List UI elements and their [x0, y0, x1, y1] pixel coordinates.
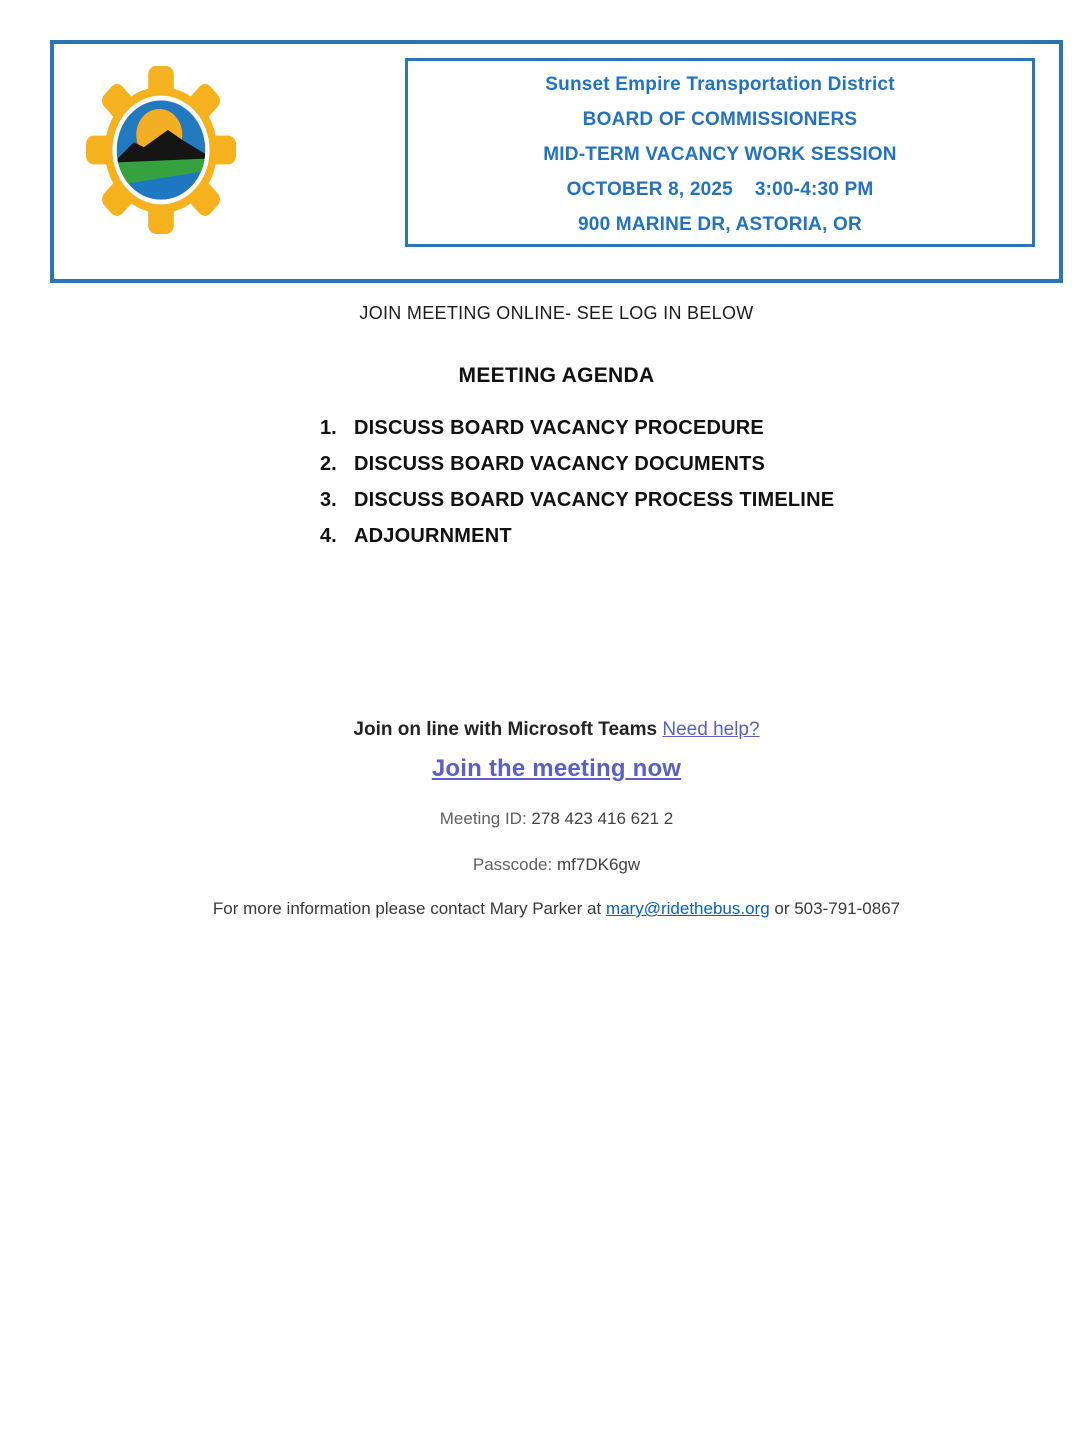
agenda-item-number: 4. [320, 524, 337, 547]
header-box [50, 40, 1063, 283]
agenda-item-label: DISCUSS BOARD VACANCY DOCUMENTS [354, 452, 766, 475]
agenda-title: MEETING AGENDA [458, 364, 655, 387]
board-name: BOARD OF COMMISSIONERS [582, 109, 858, 130]
agenda-item-number: 2. [320, 452, 337, 475]
agenda-item-number: 1. [320, 416, 337, 439]
agenda-list [50, 410, 1063, 554]
teams-join-section [50, 719, 1063, 919]
agenda-item [320, 446, 1063, 482]
session-datetime: OCTOBER 8, 2025 3:00-4:30 PM [566, 179, 874, 200]
agenda-item-label: ADJOURNMENT [354, 524, 512, 547]
sunset-empire-gear-logo-icon [86, 66, 236, 234]
session-name: MID-TERM VACANCY WORK SESSION [543, 144, 897, 165]
agenda-item [320, 482, 1063, 518]
document-page [0, 40, 1088, 919]
contact-email-link[interactable]: mary@ridethebus.org [605, 899, 770, 918]
contact-prefix: For more information please contact Mary Parker at [212, 899, 602, 918]
agenda-item [320, 518, 1063, 554]
agenda-item-label: DISCUSS BOARD VACANCY PROCEDURE [354, 416, 764, 439]
join-online-notice: JOIN MEETING ONLINE- SEE LOG IN BELOW [359, 303, 754, 323]
header-title-box [405, 58, 1035, 247]
meeting-id-label: Meeting ID: [439, 809, 527, 828]
teams-join-prefix: Join on line with Microsoft Teams [353, 719, 658, 740]
teams-join-heading [50, 719, 1063, 741]
meeting-id-value: 278 423 416 621 2 [531, 809, 674, 828]
passcode-line [50, 855, 1063, 875]
session-location: 900 MARINE DR, ASTORIA, OR [578, 214, 862, 235]
contact-suffix: or 503-791-0867 [774, 899, 901, 918]
join-meeting-line [50, 755, 1063, 783]
agenda-item-label: DISCUSS BOARD VACANCY PROCESS TIMELINE [354, 488, 835, 511]
passcode-value: mf7DK6gw [556, 855, 641, 874]
join-meeting-now-link[interactable]: Join the meeting now [431, 755, 682, 782]
agenda-item-number: 3. [320, 488, 337, 511]
need-help-link[interactable]: Need help? [662, 719, 760, 740]
org-name: Sunset Empire Transportation District [545, 74, 895, 95]
meeting-id-line [50, 809, 1063, 829]
contact-line [50, 899, 1063, 919]
agenda-item [320, 410, 1063, 446]
passcode-label: Passcode: [472, 855, 553, 874]
